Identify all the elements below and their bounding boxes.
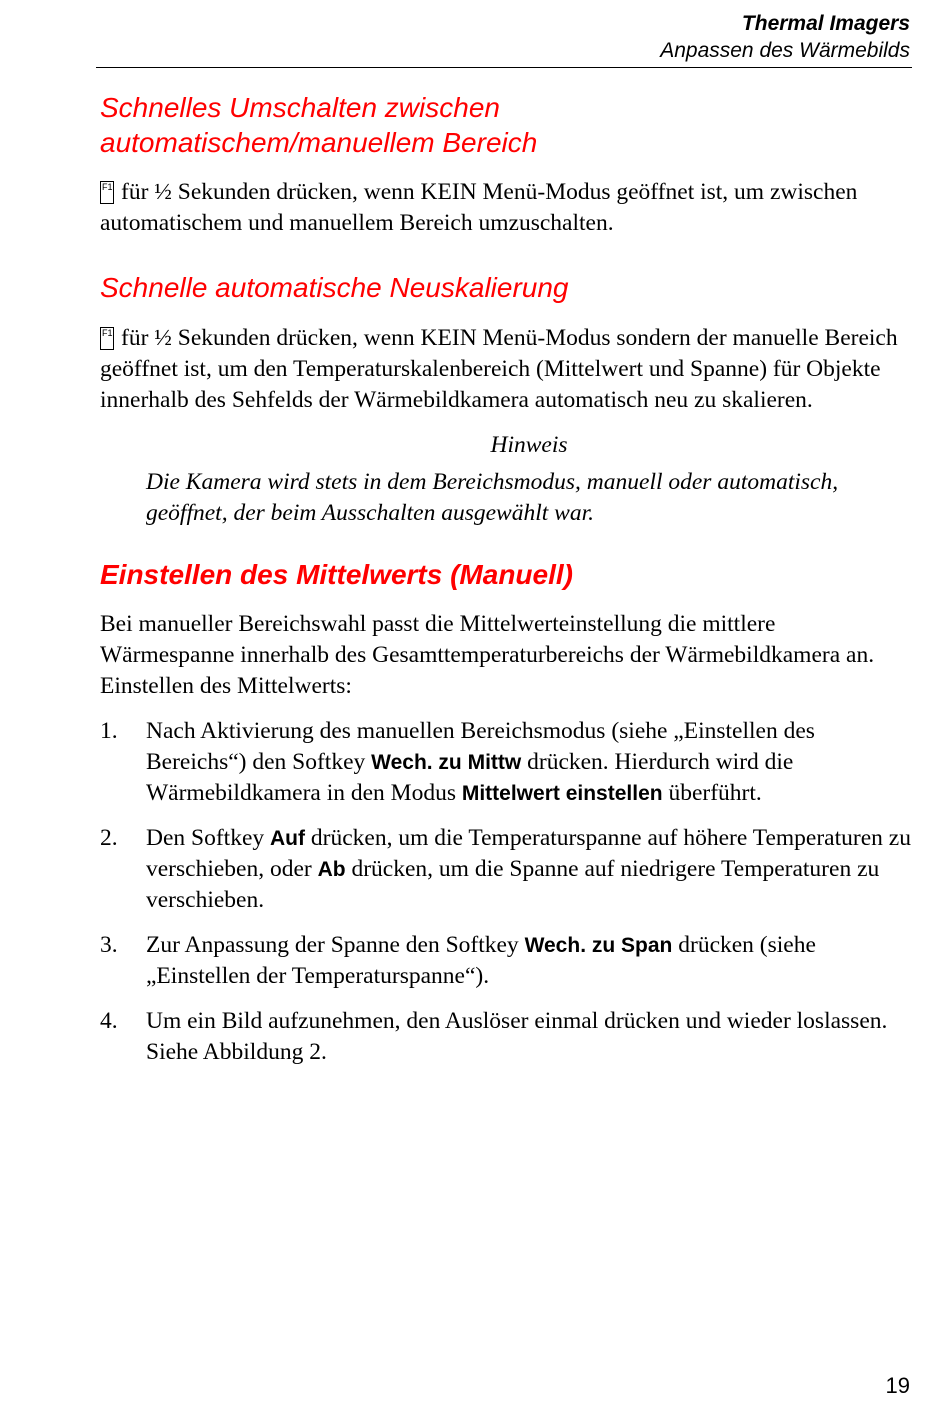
auto-rescale-text: für ½ Sekunden drücken, wenn KEIN Menü-Modus sondern der manuelle Bereich geöffnet ist, um den Temperaturskalenbereich (Mittelwert und Spanne) für Objekte innerhalb des Sehfelds der Wärmebildkamera automatisch neu zu skalieren. [100,325,898,413]
step-number: 1. [100,718,118,744]
f1-key-icon: F1 [100,181,114,204]
softkey-label: Wech. zu Mittw [371,751,522,774]
range-toggle-text: für ½ Sekunden drücken, wenn KEIN Menü-Modus geöffnet ist, um zwischen automatischem und manuellem Bereich umzuschalten. [100,179,858,236]
step-number: 2. [100,825,118,851]
section-text-range-toggle [100,177,912,239]
page-content [100,90,912,1082]
section-heading-set-level: Einstellen des Mittelwerts (Manuell) [100,559,573,590]
header-rule [96,67,912,68]
header-title: Thermal Imagers [741,12,910,35]
step-number: 3. [100,932,118,958]
softkey-label: Auf [270,827,306,850]
note-text: Die Kamera wird stets in dem Bereichsmodus, manuell oder automatisch, geöffnet, der beim Ausschalten ausgewählt war. [146,469,839,526]
list-item: 2. Den Softkey Auf drücken, um die Temperaturspanne auf höhere Temperaturen zu verschieben, oder Ab drücken, um die Spanne auf niedrigere Temperaturen zu verschieben. [100,825,911,913]
set-level-steps [100,716,912,1068]
list-item: 3. Zur Anpassung der Spanne den Softkey Wech. zu Span drücken (siehe „Einstellen der Temperaturspanne“). [100,932,816,989]
section-heading-auto-rescale: Schnelle automatische Neuskalierung [100,272,569,303]
heading-line-1: Schnelles Umschalten zwischen [100,92,500,123]
set-level-intro: Bei manueller Bereichswahl passt die Mittelwerteinstellung die mittlere Wärmespanne innerhalb des Gesamttemperaturbereichs der Wärmebildkamera an. Einstellen des Mittelwerts: [100,611,875,699]
list-item: 1. Nach Aktivierung des manuellen Bereichsmodus (siehe „Einstellen des Bereichs“) den Softkey Wech. zu Mittw drücken. Hierdurch wird die Wärmebildkamera in den Modus Mittelwert einstellen überführt. [100,718,815,806]
mode-label: Mittelwert einstellen [461,782,663,805]
page-header [660,10,910,64]
note-title: Hinweis [490,432,568,458]
section-text-auto-rescale [100,323,912,416]
page-number: 19 [885,1373,910,1398]
heading-line-2: automatischem/manuellem Bereich [100,127,538,158]
step-number: 4. [100,1008,118,1034]
softkey-label: Wech. zu Span [524,934,673,957]
softkey-label: Ab [317,858,346,881]
f1-key-icon: F1 [100,327,114,350]
header-subtitle: Anpassen des Wärmebilds [660,39,910,62]
section-heading-range-toggle [100,90,912,160]
list-item: 4. Um ein Bild aufzunehmen, den Auslöser einmal drücken und wieder loslassen. Siehe Abbildung 2. [100,1008,888,1065]
note-box [146,430,912,529]
